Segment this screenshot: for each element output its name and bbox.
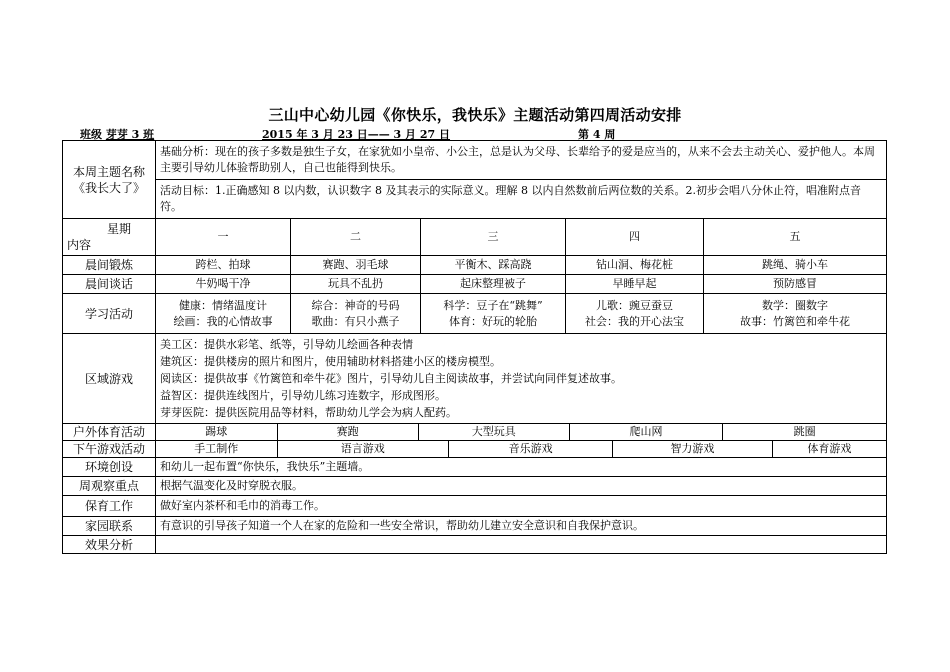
day-header-3: 三 (421, 219, 566, 256)
week-number: 第 4 周 (578, 128, 616, 141)
row-label: 区域游戏 (63, 334, 156, 424)
care-work-row (63, 496, 887, 517)
morning-exercise-row (63, 256, 887, 275)
study-cell (704, 294, 887, 334)
theme-label-cell (63, 141, 156, 219)
day-header-5: 五 (704, 219, 887, 256)
exercise-cell: 跳绳、骑小车 (704, 256, 887, 275)
study-item: 故事：竹篱笆和牵牛花 (740, 314, 851, 328)
theme-name: 《我长大了》 (72, 180, 145, 195)
study-cell (156, 294, 291, 334)
page-title: 三山中心幼儿园《你快乐，我快乐》主题活动第四周活动安排 (268, 106, 682, 124)
talk-cell: 牛奶喝干净 (156, 275, 291, 294)
study-item: 社会：我的开心法宝 (585, 314, 684, 328)
outdoor-sports-row (63, 424, 887, 441)
outdoor-cell: 跳圈 (793, 425, 816, 438)
row-label: 环境创设 (63, 458, 156, 477)
exercise-cell: 赛跑、羽毛球 (291, 256, 421, 275)
environment-text: 和幼儿一起布置“你快乐，我快乐”主题墙。 (156, 458, 887, 477)
afternoon-cell: 体育游戏 (807, 442, 852, 455)
class-name: 芽芽 3 班 (105, 128, 155, 141)
study-item: 综合：神奇的号码 (311, 298, 400, 312)
row-label: 周观察重点 (63, 477, 156, 496)
row-label: 下午游戏活动 (63, 441, 156, 458)
content-label: 内容 (67, 238, 92, 252)
theme-analysis: 基础分析：现在的孩子多数是独生子女，在家犹如小皇帝、小公主，总是认为父母、长辈给予的爱是应当的，从来不会去主动关心、爱护他人。本周主要引导幼儿体验帮助别人，自己也能得到快乐。 (160, 145, 875, 174)
effect-text (156, 536, 887, 554)
study-item: 歌曲：有只小燕子 (311, 314, 400, 328)
weekday-header-corner (63, 219, 156, 256)
afternoon-cells (156, 441, 887, 458)
area-line: 美工区：提供水彩笔、纸等，引导幼儿绘画各种表情 (160, 338, 413, 351)
date-range: 2015 年 3 月 23 日—— 3 月 27 日 (262, 128, 451, 141)
afternoon-cell: 音乐游戏 (448, 441, 612, 457)
area-line: 建筑区：提供楼房的照片和图片，使用辅助材料搭建小区的楼房模型。 (160, 355, 501, 368)
row-label: 效果分析 (63, 536, 156, 554)
row-label: 晨间谈话 (63, 275, 156, 294)
outdoor-cell: 赛跑 (277, 424, 418, 440)
area-line: 阅读区：提供故事《竹篱笆和牵牛花》图片，引导幼儿自主阅读故事，并尝试向同伴复述故事。 (160, 372, 622, 385)
study-cell (566, 294, 704, 334)
morning-talk-row (63, 275, 887, 294)
outdoor-cell: 大型玩具 (418, 424, 569, 440)
row-label: 晨间锻炼 (63, 256, 156, 275)
study-cell (421, 294, 566, 334)
study-item: 健康：情绪温度计 (179, 298, 267, 312)
class-label: 班级 (80, 128, 102, 141)
talk-cell: 玩具不乱扔 (291, 275, 421, 294)
activity-plan-table (62, 140, 887, 554)
area-line: 芽芽医院：提供医院用品等材料，帮助幼儿学会为病人配药。 (160, 406, 457, 419)
outdoor-cell: 爬山网 (569, 424, 722, 440)
study-item: 数学：圈数字 (762, 298, 829, 312)
weekday-label: 星期 (106, 222, 131, 236)
afternoon-cell: 语言游戏 (277, 441, 448, 457)
afternoon-cell: 智力游戏 (613, 441, 772, 457)
theme-label: 本周主题名称 (72, 164, 145, 179)
exercise-cell: 钻山洞、梅花桩 (566, 256, 704, 275)
area-games-cell (156, 334, 887, 424)
day-header-1: 一 (156, 219, 291, 256)
row-label: 户外体育活动 (63, 424, 156, 441)
study-cell (291, 294, 421, 334)
area-games-row (63, 334, 887, 424)
talk-cell: 早睡早起 (566, 275, 704, 294)
study-activity-row (63, 294, 887, 334)
day-header-4: 四 (566, 219, 704, 256)
exercise-cell: 平衡木、踩高跷 (421, 256, 566, 275)
theme-content-cell (156, 141, 887, 219)
day-header-2: 二 (291, 219, 421, 256)
outdoor-cells (156, 424, 887, 441)
talk-cell: 起床整理被子 (421, 275, 566, 294)
weekday-header-row (63, 219, 887, 256)
talk-cell: 预防感冒 (704, 275, 887, 294)
row-label: 家园联系 (63, 517, 156, 536)
effect-analysis-row (63, 536, 887, 554)
observation-row (63, 477, 887, 496)
theme-goals: 活动目标：1.正确感知 8 以内数，认识数字 8 及其表示的实际意义。理解 8 以内自然数前后两位数的关系。2.初步会唱八分休止符，唱准附点音符。 (156, 179, 886, 218)
row-label: 学习活动 (63, 294, 156, 334)
afternoon-games-row (63, 441, 887, 458)
family-text: 有意识的引导孩子知道一个人在家的危险和一些安全常识，帮助幼儿建立安全意识和自我保护意识。 (156, 517, 887, 536)
theme-row (63, 141, 887, 219)
care-text: 做好室内茶杯和毛巾的消毒工作。 (156, 496, 887, 517)
study-item: 体育：好玩的轮胎 (449, 314, 537, 328)
observation-text: 根据气温变化及时穿脱衣服。 (156, 477, 887, 496)
afternoon-cell: 手工制作 (156, 441, 277, 457)
study-item: 科学：豆子在“跳舞” (443, 298, 543, 312)
outdoor-cell: 踢球 (156, 424, 277, 440)
area-line: 益智区：提供连线图片，引导幼儿练习连数字，形成图形。 (160, 389, 446, 402)
study-item: 绘画：我的心情故事 (173, 314, 273, 328)
exercise-cell: 跨栏、拍球 (156, 256, 291, 275)
study-item: 儿歌：豌豆蚕豆 (596, 298, 673, 312)
family-contact-row (63, 517, 887, 536)
row-label: 保育工作 (63, 496, 156, 517)
environment-row (63, 458, 887, 477)
